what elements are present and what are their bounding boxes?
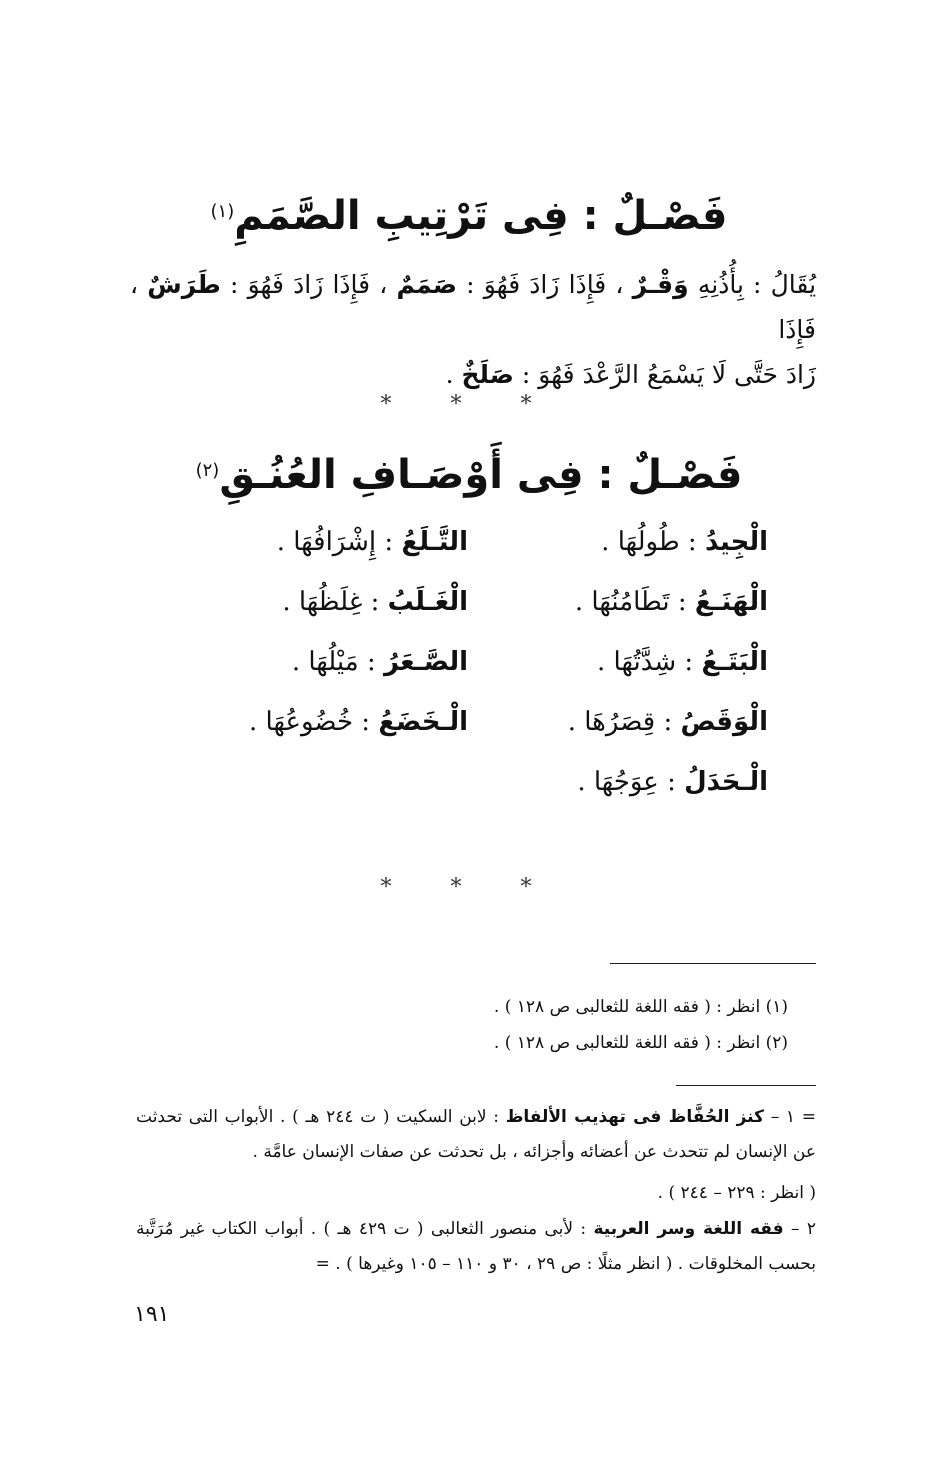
definition-term: الْـحَدَلُ (684, 767, 768, 797)
note-number: ٢ – (783, 1219, 816, 1239)
definition-meaning: : قِصَرُهَا . (567, 707, 681, 737)
definition-term: الصَّـعَرُ (383, 647, 468, 677)
text-run: ، فَإِذَا زَادَ فَهُوَ : (220, 270, 397, 299)
term-tarash: طَرَشٌ (147, 270, 221, 299)
definition-item (577, 760, 768, 804)
text-run: ، فَإِذَا (130, 270, 816, 344)
definition-meaning: : تَطَامُنُهَا . (574, 587, 695, 617)
section2-footnote-ref: (٢) (195, 460, 220, 481)
definition-item (292, 640, 468, 684)
section1-heading (0, 188, 938, 244)
definition-term: الْـخَضَعُ (378, 707, 468, 737)
book-title: فقه اللغة وسر العربية (593, 1219, 784, 1239)
definition-meaning: : عِوَجُهَا . (577, 767, 685, 797)
term-salakh: صَلَخٌ (461, 360, 514, 389)
section1-line1 (130, 262, 816, 352)
definition-term: الْبَتَـعُ (701, 647, 768, 677)
note-number: = ١ – (764, 1107, 817, 1127)
page-number: ١٩١ (134, 1302, 170, 1327)
definition-item (597, 640, 768, 684)
definition-item (282, 580, 468, 624)
text-run: . (445, 360, 462, 389)
definition-item (568, 700, 768, 744)
note-1 (136, 1100, 816, 1170)
note-1-ref: ( انظر : ٢٢٩ – ٢٤٤ ) . (657, 1183, 816, 1203)
note-text: : لأبى منصور الثعالبى ( ت ٤٢٩ هـ ) . أبواب الكتاب غير مُرَتَّبة بحسب المخلوقات . ( انظر مثلًا : ص ٢٩ ، ٣٠ و ١١٠ – ١٠٥ وغيرها ) . = (136, 1219, 816, 1274)
notes-rule (676, 1085, 816, 1086)
definition-meaning: : شِدَّتُهَا . (597, 647, 702, 677)
definition-term: الْهَنَـعُ (694, 587, 768, 617)
definition-term: الْجِيدُ (704, 527, 768, 557)
note-2 (136, 1212, 816, 1282)
definition-meaning: : طُولُهَا . (601, 527, 705, 557)
footnote-rule (610, 963, 816, 964)
text-run: ، فَإِذَا زَادَ فَهُوَ : (457, 270, 633, 299)
section1-footnote-ref: (١) (210, 201, 235, 222)
definition-meaning: : خُضُوعُهَا . (249, 707, 379, 737)
definition-item (277, 520, 468, 564)
footnote-1: (١) انظر : ( فقه اللغة للثعالبى ص ١٢٨ ) . (493, 997, 788, 1017)
book-title: كنز الحُفَّاظ فى تهذيب الألفاظ (505, 1107, 765, 1127)
definition-term: التَّـلَعُ (401, 527, 468, 557)
text-run: زَادَ حَتَّى لَا يَسْمَعُ الرَّعْدَ فَهُوَ : (513, 360, 816, 389)
separator-stars-1: * * * (380, 392, 558, 417)
definition-item (575, 580, 768, 624)
footnote-2: (٢) انظر : ( فقه اللغة للثعالبى ص ١٢٨ ) . (493, 1033, 788, 1053)
definition-item (601, 520, 768, 564)
section2-heading (0, 447, 938, 503)
note-text: : لابن السكيت ( ت ٢٤٤ هـ ) . الأبواب التى تحدثت عن الإنسان لم تتحدث عن أعضائه وأجزائه ، بل تحدثت عن صفات الإنسان عامَّة . (136, 1107, 816, 1162)
definition-meaning: : مَيْلُهَا . (291, 647, 384, 677)
section1-paragraph (130, 262, 816, 397)
definition-meaning: : إِشْرَافُهَا . (276, 527, 402, 557)
definition-term: الْغَـلَبُ (387, 587, 468, 617)
term-samam: صَمَمٌ (396, 270, 458, 299)
section2-title: فَصْـلٌ : فِى أَوْصَـافِ العُنُـقِ (219, 452, 743, 498)
section1-title: فَصْـلٌ : فِى تَرْتِيبِ الصَّمَمِ (234, 193, 728, 239)
definition-term: الْوَقَصُ (680, 707, 768, 737)
definition-item (249, 700, 468, 744)
definition-meaning: : غِلَظُهَا . (282, 587, 388, 617)
term-waqr: وَقْـرٌ (632, 270, 689, 299)
text-run: يُقَالُ : بِأُذُنِهِ (688, 270, 817, 299)
separator-stars-2: * * * (380, 875, 558, 900)
